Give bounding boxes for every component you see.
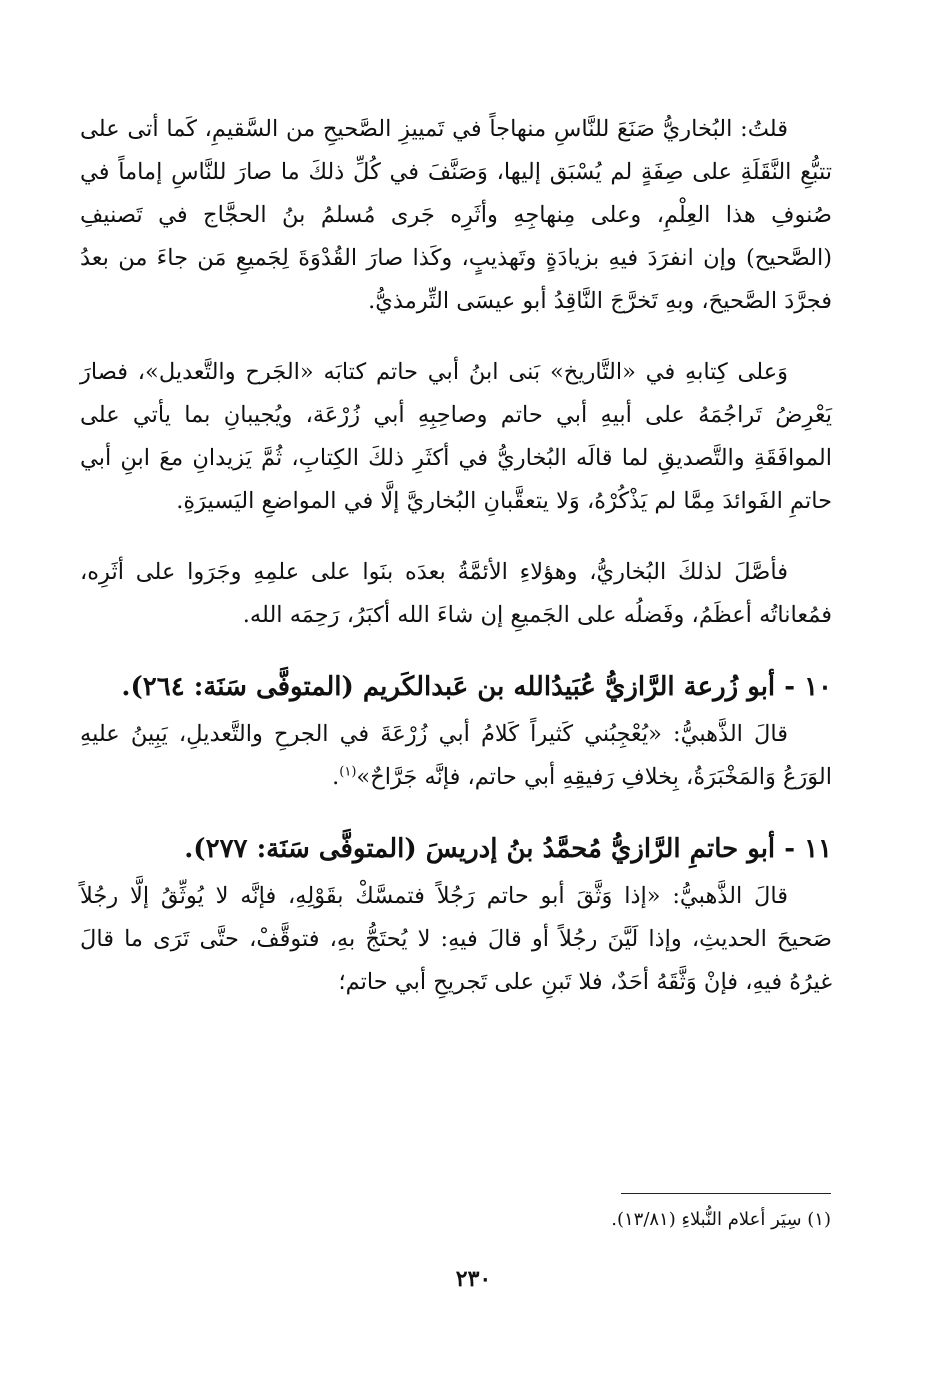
section-text-abu-hatim: قالَ الذَّهبيُّ: «إذا وَثَّقَ أبو حاتم رَجُلاً فتمسَّكْ بقَوْلِهِ، فإنَّه لا يُوثِّقُ إلَّا رجُلاً صَحيحَ الحديثِ، وإذا لَيَّنَ رجُلاً أو قالَ فيهِ: لا يُحتَجُّ بهِ، فتوقَّفْ، حتَّى تَرَى ما قالَ غيرُهُ فيهِ، فإنْ وَثَّقَهُ أحَدٌ، فلا تَبنِ على تَجريحِ أبي حاتم؛: [80, 883, 832, 995]
footnote-marker[interactable]: (١): [339, 764, 357, 780]
paragraph-bukhari-foundation: فأصَّلَ لذلكَ البُخاريُّ، وهؤلاءِ الأئمَّةُ بعدَه بنَوا على علمِهِ وجَرَوا على أثَرِه، فمُعاناتُه أعظَمُ، وفَضلُه على الجَميعِ إن شاءَ الله أكبَرُ، رَحِمَه الله.: [80, 559, 832, 628]
footnote-divider: [621, 1193, 831, 1194]
abu-zurah-quote: قالَ الذَّهبيُّ: «يُعْجِبُني كَثيراً كَلامُ أبي زُرْعَةَ في الجرحِ والتَّعديلِ، يَبِينُ عليهِ الوَرَعُ وَالمَخْبَرَةُ، بِخلافِ رَفيقِهِ أبي حاتم، فإنَّه جَرَّاحٌ»: [80, 721, 832, 790]
section-text-abu-zurah: [80, 713, 832, 799]
page-body: [80, 108, 832, 1004]
abu-zurah-quote-end: .: [332, 764, 340, 790]
page-number: ٢٣٠: [455, 1266, 492, 1292]
footnote: (١) سِيَر أعلام النُّبلاءِ (١٣/٨١).: [611, 1209, 831, 1230]
paragraph-bukhari-method: قلتُ: البُخاريُّ صَنَعَ للنَّاسِ منهاجاً في تَمييزِ الصَّحيحِ من السَّقيمِ، كَما أتى على تتبُّعِ النَّقَلَةِ على صِفَةٍ لم يُسْبَق إليها، وَصَنَّفَ في كُلِّ ذلكَ ما صارَ للنَّاسِ إماماً في صُنوفِ هذا العِلْمِ، وعلى مِنهاجِهِ وأثَرِه جَرى مُسلمُ بنُ الحجَّاج في تَصنيفِ (الصَّحيح) وإن انفرَدَ فيهِ بزيادَةٍ وتَهذيبٍ، وكَذا صارَ القُدْوَةَ لِجَميعِ مَن جاءَ من بعدُ فجرَّدَ الصَّحيحَ، وبهِ تَخرَّجَ النَّاقِدُ أبو عيسَى التِّرمذيُّ.: [80, 116, 832, 314]
section-heading-abu-hatim: ١١ - أبو حاتمِ الرَّازيُّ مُحمَّدُ بنُ إدريسَ (المتوفَّى سَنَة: ٢٧٧).: [184, 834, 832, 864]
section-heading-abu-zurah: ١٠ - أبو زُرعة الرَّازيُّ عُبَيدُالله بن عَبدالكَريم (المتوفَّى سَنَة: ٢٦٤).: [121, 672, 832, 702]
paragraph-ibn-abi-hatim: وَعلى كِتابهِ في «التَّاريخ» بَنى ابنُ أبي حاتم كتابَه «الجَرح والتَّعديل»، فصارَ يَعْرِضُ تَراجُمَهُ على أبيهِ أبي حاتم وصاحِبِهِ أبي زُرْعَة، ويُجيبانِ بما يأتي على الموافَقَةِ والتَّصديقِ لما قالَه البُخاريُّ في أكثَرِ ذلكَ الكِتابِ، ثُمَّ يَزيدانِ معَ ابنِ أبي حاتمِ الفَوائدَ مِمَّا لم يَذْكُرْهُ، وَلا يتعقَّبانِ البُخاريَّ إلَّا في المواضعِ اليَسيرَةِ.: [80, 359, 832, 514]
